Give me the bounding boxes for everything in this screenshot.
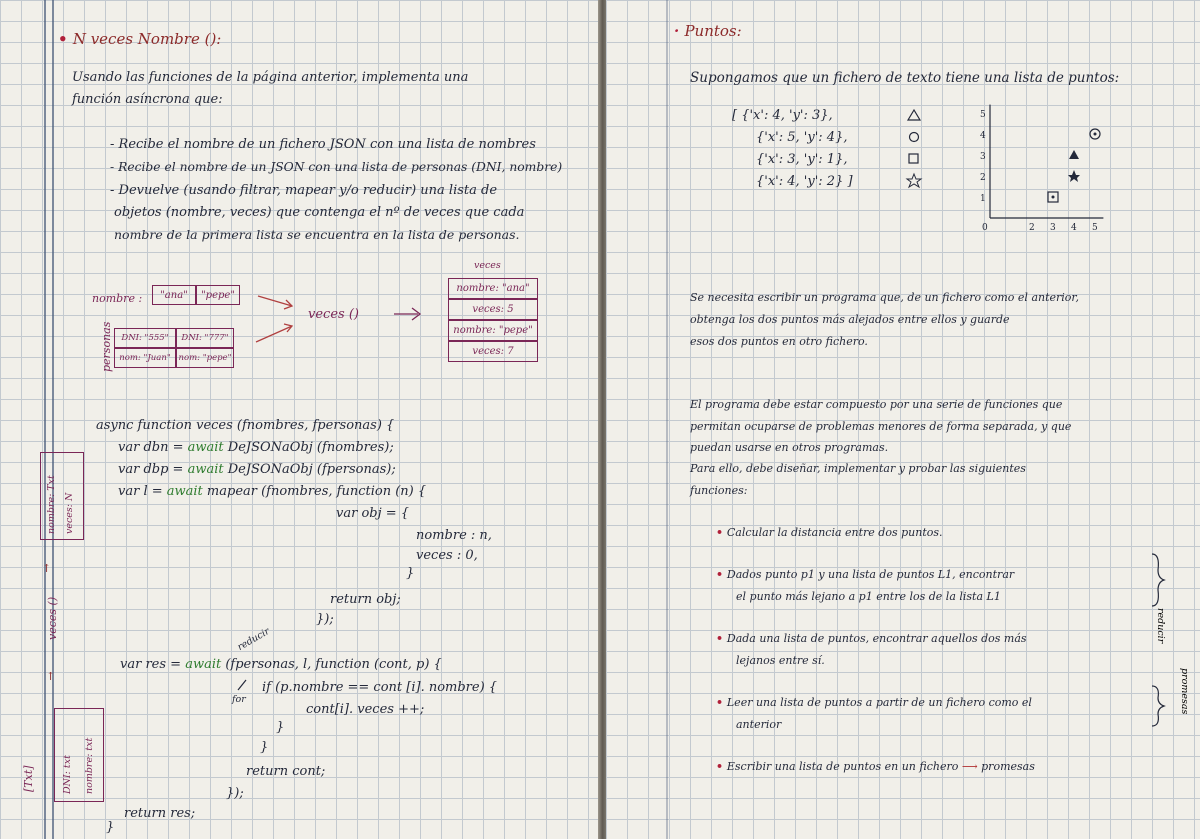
plot-point-star (1068, 170, 1080, 182)
y-tick-label: 2 (980, 173, 986, 183)
side-label-txt: [Txt] (22, 765, 35, 792)
plot-point-square-center (1052, 196, 1055, 199)
side-box-field: nombre: Txt (46, 475, 57, 534)
plot-point-triangle (1069, 150, 1079, 159)
veces-cell: nombre: "ana" (448, 278, 538, 299)
function-list-item: • Calcular la distancia entre dos puntos. (716, 526, 943, 539)
function-list-item: • Escribir una lista de puntos en un fichero ⟶ promesas (716, 760, 1035, 773)
side-box-field: veces: N (64, 492, 75, 534)
right-page-title: · Puntos: (674, 22, 742, 40)
star-marker (907, 174, 921, 187)
function-list-item-cont: lejanos entre sí. (736, 654, 825, 667)
arrow-note: promesas (981, 760, 1035, 773)
code-line: async function veces (fnombres, fpersonas) { (96, 418, 395, 433)
code-line: var l = await mapear (fnombres, function (n) { (118, 484, 427, 499)
nombre-cell: "ana" (152, 285, 196, 305)
function-list-item: • Leer una lista de puntos a partir de un fichero como el (716, 696, 1032, 709)
code-line: var dbn = await DeJSONaObj (fnombres); (118, 440, 394, 455)
nombre-label: nombre : (92, 292, 143, 305)
persona-cell: nom: "Juan" (114, 348, 176, 368)
code-line: return cont; (246, 764, 326, 779)
code-line: } (406, 566, 415, 581)
y-tick-label: 1 (980, 194, 986, 204)
code-line: cont[i]. veces ++; (306, 702, 425, 717)
veces-title: veces (474, 260, 501, 271)
paragraph-line: permitan ocuparse de problemas menores de forma separada, y que (690, 420, 1072, 433)
left-page-title: • N veces Nombre (): (58, 30, 222, 48)
right-notebook-page (606, 0, 1200, 839)
point-line: {'x': 4, 'y': 2} ] (756, 174, 853, 189)
side-note-promesas: promesas (1179, 668, 1190, 715)
side-box-field: DNI: txt (62, 755, 73, 794)
persona-cell: DNI: "777" (176, 328, 234, 348)
x-tick-label: 4 (1071, 223, 1077, 233)
function-list-item-cont: el punto más lejano a p1 entre los de la lista L1 (736, 590, 1001, 603)
paragraph-line: puedan usarse en otros programas. (690, 441, 889, 454)
side-box-field: nombre: txt (84, 737, 95, 794)
y-tick-label: 5 (980, 110, 986, 120)
function-call: veces () (308, 307, 359, 322)
circle-marker (910, 133, 919, 142)
code-line: nombre : n, (416, 528, 492, 543)
points-plot (978, 100, 1108, 233)
margin-line (666, 0, 668, 839)
nombre-cell: "pepe" (196, 285, 240, 305)
side-label-veces: veces () (46, 596, 59, 640)
bullet-item: nombre de la primera lista se encuentra en la lista de personas. (114, 227, 520, 242)
personas-label: personas (100, 321, 113, 372)
x-tick-label: 3 (1050, 223, 1056, 233)
bullet-item: - Recibe el nombre de un fichero JSON con una lista de nombres (110, 137, 536, 152)
bullet-item: objetos (nombre, veces) que contenga el nº de veces que cada (114, 205, 525, 220)
note-for: for (232, 694, 246, 705)
veces-cell: veces: 7 (448, 341, 538, 362)
code-line: } (260, 740, 269, 755)
y-tick-label: 3 (980, 152, 986, 162)
side-arrow-up: ↑ (46, 670, 56, 683)
veces-cell: veces: 5 (448, 299, 538, 320)
point-line: {'x': 5, 'y': 4}, (756, 130, 848, 145)
point-line: {'x': 3, 'y': 1}, (756, 152, 848, 167)
code-line: return obj; (330, 592, 401, 607)
point-line: [ {'x': 4, 'y': 3}, (732, 108, 833, 123)
bullet-item: - Devuelve (usando filtrar, mapear y/o reducir) una lista de (110, 183, 498, 198)
veces-cell: nombre: "pepe" (448, 320, 538, 341)
side-note-reducir: reducir (1155, 608, 1166, 644)
intro-line: Usando las funciones de la página anterior, implementa una (72, 70, 469, 85)
persona-cell: nom: "pepe" (176, 348, 234, 368)
intro-line: función asíncrona que: (72, 92, 223, 107)
code-line: }); (226, 786, 244, 801)
paragraph-line: esos dos puntos en otro fichero. (690, 335, 868, 348)
code-line: } (106, 820, 115, 835)
intro-line: Supongamos que un fichero de texto tiene una lista de puntos: (690, 70, 1120, 86)
paragraph-line: El programa debe estar compuesto por una serie de funciones que (690, 398, 1063, 411)
paragraph-line: funciones: (690, 484, 748, 497)
y-tick-label: 4 (980, 131, 986, 141)
code-line: veces : 0, (416, 548, 478, 563)
triangle-marker (908, 110, 920, 120)
bullet-item: - Recibe el nombre de un JSON con una lista de personas (DNI, nombre) (110, 160, 563, 174)
code-line: var res = await (fpersonas, l, function (cont, p) { (120, 657, 442, 672)
function-list-item-cont: anterior (736, 718, 782, 731)
paragraph-line: Se necesita escribir un programa que, de un fichero como el anterior, (690, 291, 1079, 304)
code-line: var obj = { (336, 506, 410, 521)
function-list-item: • Dada una lista de puntos, encontrar aquellos dos más (716, 632, 1027, 645)
square-marker (909, 154, 918, 163)
code-line: return res; (124, 806, 196, 821)
function-list-item: • Dados punto p1 y una lista de puntos L1, encontrar (716, 568, 1015, 581)
code-line: var dbp = await DeJSONaObj (fpersonas); (118, 462, 396, 477)
code-line: } (276, 720, 285, 735)
plot-point-circle-center (1094, 133, 1097, 136)
side-arrow-up: ↑ (42, 562, 52, 575)
persona-cell: DNI: "555" (114, 328, 176, 348)
code-line: }); (316, 612, 334, 627)
x-tick-label: 5 (1092, 223, 1098, 233)
point-markers (902, 108, 926, 198)
x-tick-label: 2 (1029, 223, 1035, 233)
x-tick-label: 0 (982, 223, 988, 233)
code-line: if (p.nombre == cont [i]. nombre) { (262, 680, 498, 695)
paragraph-line: Para ello, debe diseñar, implementar y probar las siguientes (690, 462, 1026, 475)
paragraph-line: obtenga los dos puntos más alejados entre ellos y guarde (690, 313, 1010, 326)
note-reducir: reducir (235, 625, 272, 654)
